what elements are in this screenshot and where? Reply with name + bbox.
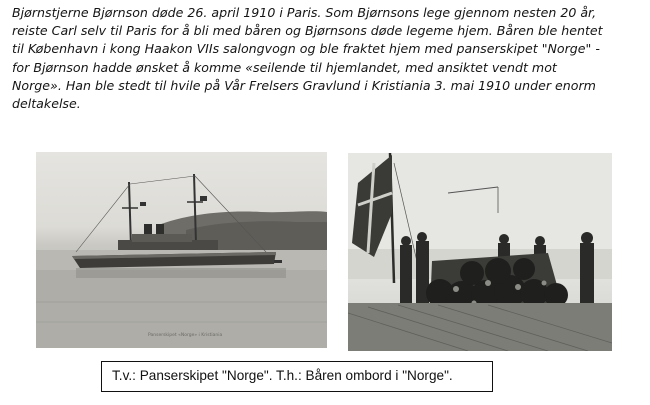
- caption-text: T.v.: Panserskipet "Norge". T.h.: Båren ombord i "Norge".: [112, 368, 453, 383]
- paragraph-line-6: deltakelse.: [12, 96, 81, 112]
- deck-photo-illustration: [348, 153, 612, 351]
- photo-inscription: Panserskipet «Norge» i Kristiania: [148, 333, 223, 338]
- paragraph-line-4: for Bjørnson hadde ønsket å komme «seilende til hjemlandet, med ansiktet vendt mot: [12, 59, 557, 75]
- article-paragraph: [12, 4, 644, 113]
- ship-photo-illustration: [36, 152, 327, 348]
- paragraph-line-1: Bjørnstjerne Bjørnson døde 26. april 1910 i Paris. Som Bjørnsons lege gjennom nesten 20 år,: [12, 5, 597, 20]
- paragraph-line-2: reiste Carl selv til Paris for å bli med båren og Bjørnsons døde legeme hjem. Båren ble hentet: [12, 23, 603, 39]
- photo-panserskipet-norge: [36, 152, 327, 348]
- paragraph-line-3: til København i kong Haakon VIIs salongvogn og ble fraktet hjem med panserskipet "Norge" -: [12, 41, 600, 57]
- photo-baaren-ombord: [348, 153, 612, 351]
- paragraph-line-5: Norge». Han ble stedt til hvile på Vår Frelsers Gravlund i Kristiania 3. mai 1910 under enorm: [12, 77, 596, 93]
- caption-box: [101, 361, 493, 392]
